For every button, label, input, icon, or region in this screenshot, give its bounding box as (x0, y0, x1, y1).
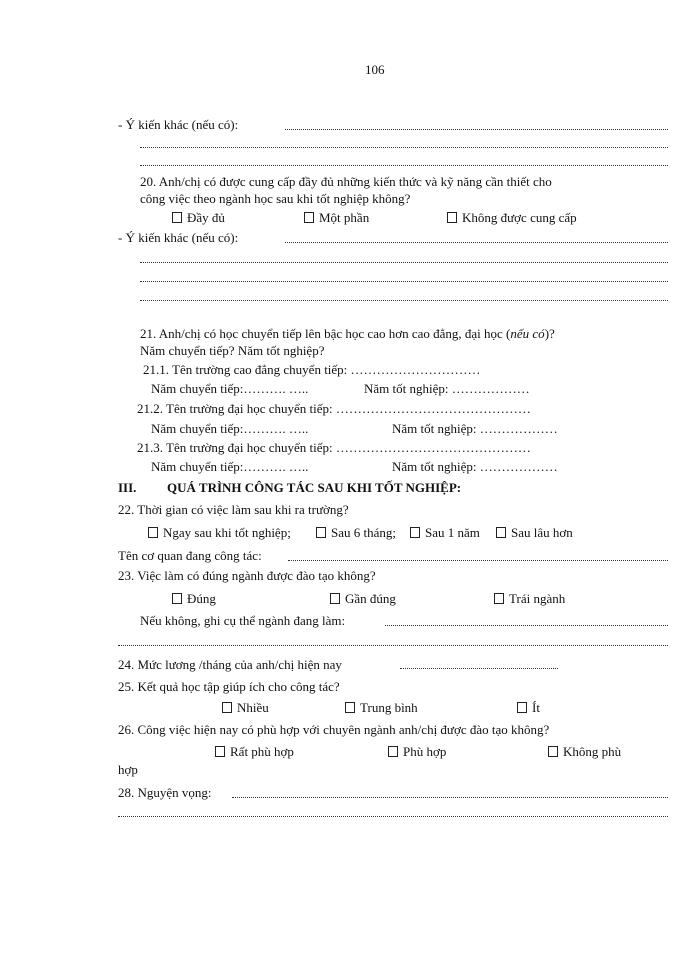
q25-option-little[interactable]: Ít (517, 700, 540, 716)
checkbox-icon (172, 212, 182, 223)
checkbox-icon (548, 746, 558, 757)
checkbox-icon (215, 746, 225, 757)
checkbox-icon (494, 593, 504, 604)
q23-question: 23. Việc làm có đúng ngành được đào tạo không? (118, 568, 376, 583)
q23-option-near[interactable]: Gần đúng (330, 591, 396, 607)
q25-option-average[interactable]: Trung bình (345, 700, 418, 716)
q23-if-not-line-2[interactable] (118, 645, 668, 646)
q24-salary-input[interactable] (400, 668, 558, 669)
section-title: QUÁ TRÌNH CÔNG TÁC SAU KHI TỐT NGHIỆP: (167, 480, 462, 495)
q21-1-year-in[interactable]: Năm chuyển tiếp:………. ….. (151, 381, 309, 396)
q21-2-year-out[interactable]: Năm tốt nghiệp: ……………… (392, 421, 558, 436)
checkbox-icon (517, 702, 527, 713)
q21-question-line2: Năm chuyển tiếp? Năm tốt nghiệp? (140, 343, 325, 358)
section-number: III. (118, 480, 137, 495)
checkbox-icon (304, 212, 314, 223)
q20-question-line2: công việc theo ngành học sau khi tốt nghiệp không? (140, 191, 411, 206)
checkbox-icon (222, 702, 232, 713)
q21-1-school[interactable]: 21.1. Tên trường cao đẳng chuyển tiếp: ………………………… (143, 362, 481, 377)
q20-other-line-2[interactable] (140, 262, 668, 263)
q23-option-correct[interactable]: Đúng (172, 591, 216, 607)
q22-agency-input[interactable] (288, 560, 668, 561)
q19-other-line-2[interactable] (140, 147, 668, 148)
q21-3-year-out[interactable]: Năm tốt nghiệp: ……………… (392, 459, 558, 474)
checkbox-icon (388, 746, 398, 757)
checkbox-icon (316, 527, 326, 538)
q21-1-year-out[interactable]: Năm tốt nghiệp: ……………… (364, 381, 530, 396)
q22-option-immediately[interactable]: Ngay sau khi tốt nghiệp; (148, 525, 291, 541)
q28-wish-line-2[interactable] (118, 816, 668, 817)
q20-option-full[interactable]: Đầy đủ (172, 210, 225, 226)
q22-option-later[interactable]: Sau lâu hơn (496, 525, 573, 541)
q25-option-much[interactable]: Nhiều (222, 700, 269, 716)
q22-question: 22. Thời gian có việc làm sau khi ra trường? (118, 502, 349, 517)
q23-option-other-field[interactable]: Trái ngành (494, 591, 565, 607)
q22-agency-label: Tên cơ quan đang công tác: (118, 548, 262, 563)
q28-wish-line-1[interactable] (232, 797, 668, 798)
q26-option-not[interactable]: Không phù (548, 744, 621, 760)
page-number: 106 (365, 62, 385, 77)
q21-2-year-in[interactable]: Năm chuyển tiếp:………. ….. (151, 421, 309, 436)
q24-question: 24. Mức lương /tháng của anh/chị hiện nay (118, 657, 342, 672)
q23-if-not-line-1[interactable] (385, 625, 668, 626)
q26-question: 26. Công việc hiện nay có phù hợp với chuyên ngành anh/chị được đào tạo không? (118, 722, 550, 737)
q21-3-school[interactable]: 21.3. Tên trường đại học chuyển tiếp: ……………………………………… (137, 440, 531, 455)
q22-option-6-months[interactable]: Sau 6 tháng; (316, 525, 396, 541)
q21-3-year-in[interactable]: Năm chuyển tiếp:………. ….. (151, 459, 309, 474)
checkbox-icon (410, 527, 420, 538)
checkbox-icon (345, 702, 355, 713)
checkbox-icon (172, 593, 182, 604)
q20-other-line-1[interactable] (285, 242, 668, 243)
q19-other-line-1[interactable] (285, 129, 668, 130)
q23-if-not-label: Nếu không, ghi cụ thể ngành đang làm: (140, 613, 346, 628)
q26-option-very[interactable]: Rất phù hợp (215, 744, 294, 760)
checkbox-icon (496, 527, 506, 538)
q20-option-partial[interactable]: Một phần (304, 210, 369, 226)
checkbox-icon (148, 527, 158, 538)
q21-2-school[interactable]: 21.2. Tên trường đại học chuyển tiếp: ……………………………………… (137, 401, 531, 416)
q26-option-not-wrap: hợp (118, 762, 138, 777)
q19-other-label: - Ý kiến khác (nếu có): (118, 117, 239, 132)
checkbox-icon (330, 593, 340, 604)
q22-option-1-year[interactable]: Sau 1 năm (410, 525, 480, 541)
q20-other-line-4[interactable] (140, 300, 668, 301)
q25-question: 25. Kết quả học tập giúp ích cho công tác? (118, 679, 340, 694)
q20-option-none[interactable]: Không được cung cấp (447, 210, 577, 226)
checkbox-icon (447, 212, 457, 223)
q20-other-line-3[interactable] (140, 281, 668, 282)
q28-label: 28. Nguyện vọng: (118, 785, 212, 800)
q20-question-line1: 20. Anh/chị có được cung cấp đầy đủ những kiến thức và kỹ năng cần thiết cho (140, 174, 552, 189)
q21-question-line1: 21. Anh/chị có học chuyển tiếp lên bậc học cao hơn cao đẳng, đại học (nếu có)? (140, 326, 555, 341)
q20-other-label: - Ý kiến khác (nếu có): (118, 230, 239, 245)
q19-other-line-3[interactable] (140, 165, 668, 166)
q26-option-fit[interactable]: Phù hợp (388, 744, 446, 760)
